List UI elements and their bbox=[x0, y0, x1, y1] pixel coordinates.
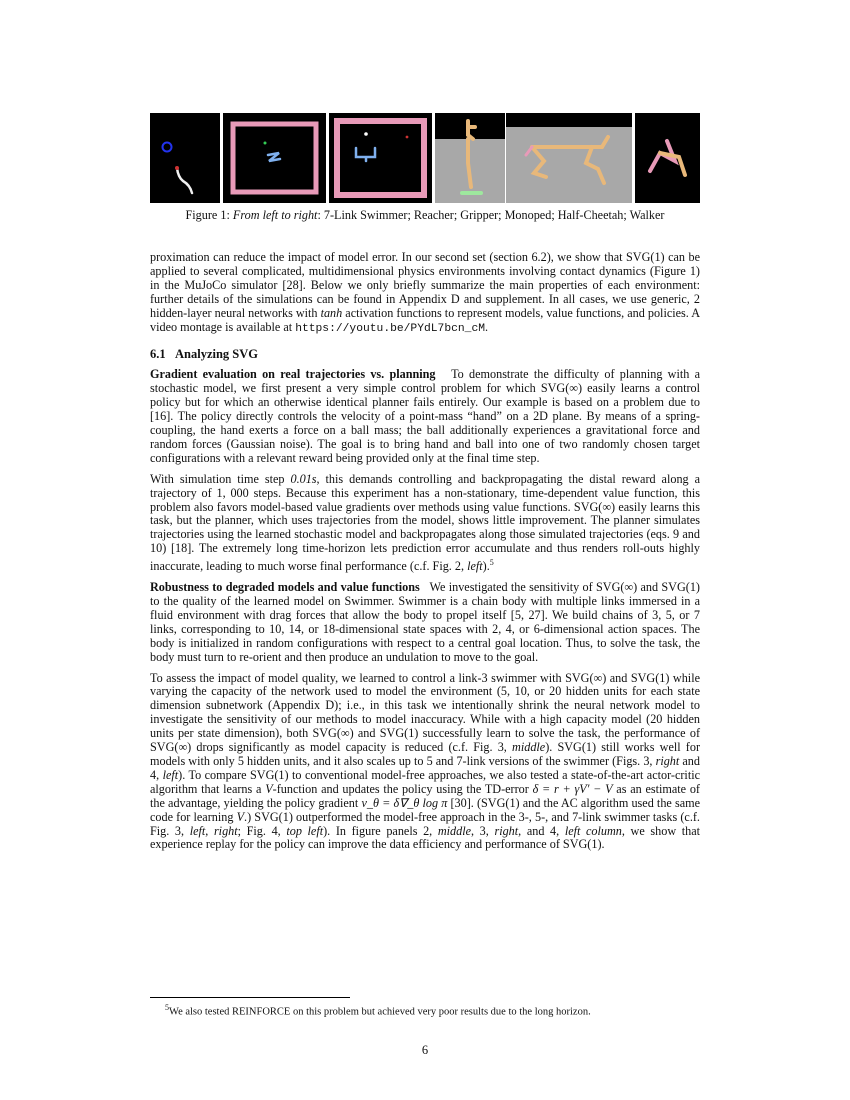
intro-b: activation functions to represent models, value functions, and policies. A video montage is available at bbox=[150, 305, 701, 334]
video-link[interactable]: https://youtu.be/PYdL7bcn_cM bbox=[295, 322, 486, 335]
footnote-ref[interactable]: 5 bbox=[489, 558, 494, 568]
footnote-mark: 5 bbox=[165, 1003, 169, 1012]
runin-heading: Gradient evaluation on real trajectories vs. planning bbox=[150, 367, 436, 382]
footnote-text: We also tested REINFORCE on this problem but achieved very poor results due to the long horizon. bbox=[169, 1006, 591, 1018]
figure-1 bbox=[150, 113, 700, 203]
caption-italic: From left to right bbox=[232, 208, 318, 222]
p4-i8: right bbox=[494, 823, 519, 838]
caption-rest: : 7-Link Swimmer; Reacher; Gripper; Monoped; Half-Cheetah; Walker bbox=[317, 208, 665, 222]
p4-i9: left column bbox=[564, 823, 622, 838]
footnote-rule bbox=[150, 997, 350, 998]
intro-c: . bbox=[485, 319, 489, 334]
p2-dt: 0.01s bbox=[290, 471, 317, 486]
p4-k: ). In figure panels 2, bbox=[323, 823, 438, 838]
paragraph-robustness bbox=[150, 581, 700, 664]
p4-i3: left bbox=[162, 767, 179, 782]
p4-i2: right bbox=[655, 753, 680, 768]
p4-i6: top left bbox=[286, 823, 324, 838]
body-text bbox=[150, 251, 700, 859]
section-title: Analyzing SVG bbox=[175, 347, 259, 362]
para3-text: We investigated the sensitivity of SVG(∞) and SVG(1) to the quality of the learned model on Swimmer. Swimmer is a chain body with multiple links immersed in a fluid environment with drag forces that allow the body to propel itself [5, 27]. We build chains of 3, 5, or 7 links, corresponding to 10, 14, or 18-dimensional state spaces with 2, 4, or 6-dimensional action spaces. The body is initialized in random configurations with respect to a central goal location. Thus, to solve the task, the body must turn to re-orient and then produce an undulation to move to the goal. bbox=[150, 580, 700, 664]
p4-td: δ = r + γV′ − V bbox=[532, 781, 613, 796]
p4-c: and 4, bbox=[150, 753, 700, 782]
footnote bbox=[165, 1001, 700, 1019]
panel-swimmer bbox=[150, 113, 220, 203]
p4-v1: V bbox=[265, 781, 273, 796]
figure-caption bbox=[150, 207, 700, 223]
p4-a: To assess the impact of model quality, we learned to control a link-3 swimmer with SVG(∞) and SVG(1) while varying the capacity of the network used to model the environment (5, 10, or 20 hidden units for each state dimension subnetwork (Appendix D); i.e., in this task we intentionally shrink the neural network model to investigate the sensitivity of our methods to model inaccuracy. While with a high capacity model (20 hidden units per state dimension), both SVG(∞) and SVG(1) successfully learn to solve the task, the performance of SVG(∞) drops significantly as model capacity is reduced (c.f. Fig. 3, bbox=[150, 670, 700, 755]
p4-e: -function and updates the policy using the TD-error bbox=[272, 781, 533, 796]
section-number: 6.1 bbox=[150, 347, 166, 362]
p4-grad: v_θ = δ∇_θ log π bbox=[361, 795, 448, 810]
p2-a: With simulation time step bbox=[150, 471, 291, 486]
p4-v2: V bbox=[236, 809, 245, 824]
p4-i5: right bbox=[213, 823, 238, 838]
panel-gripper bbox=[329, 113, 432, 203]
p2-c: steps. Because this experiment has a non-stationary, time-dependent value function, this problem also favors model-based value gradients over methods using value functions. SVG(∞) easily learns this task, but the planner, which uses trajectories from the model, shows little improvement. The planner simulates trajectories using the learned stochastic model and backpropagates along those simulated trajectories (eqs. 9 and 10) [18]. The extremely long time-horizon lets prediction error accumulate and thus renders roll-outs highly inaccurate, leading to much worse final performance (c.f. Fig. 2, bbox=[150, 485, 701, 574]
intro-a: proximation can reduce the impact of model error. In our second set (section 6.2), we show that SVG(1) can be applied to several complicated, multidimensional physics environments involving contact dynamics (Figure 1) in the MuJoCo simulator [28]. Below we only briefly summarize the main properties of each environment: further details of the simulations can be found in Appendix D and supplement. In all cases, we use generic, 2 hidden-layer neural networks with bbox=[150, 250, 700, 320]
p4-d: ). To compare SVG(1) to conventional model-free approaches, we also tested a state-of-the-art actor-critic algorithm that learns a bbox=[150, 767, 700, 796]
panel-reacher bbox=[223, 113, 326, 203]
intro-tanh: tanh bbox=[320, 305, 343, 320]
p4-l: , 3, bbox=[471, 823, 495, 838]
p2-left: left bbox=[467, 559, 483, 574]
p4-f: as an estimate of the advantage, yielding the policy gradient bbox=[150, 781, 700, 810]
intro-paragraph bbox=[150, 251, 700, 336]
paragraph-gradient-evaluation bbox=[150, 368, 700, 465]
panel-walker bbox=[635, 113, 700, 203]
para1-text: To demonstrate the difficulty of planning with a stochastic model, we first present a very simple control problem for which SVG(∞) easily learns a control policy but for which an otherwise identical planner fails entirely. Our example is based on a problem due to [16]. The policy directly controls the velocity of a point-mass “hand” on a 2D plane. By means of a spring-coupling, the hand exerts a force on a ball mass; the ball additionally experiences a gravitational force and random forces (Gaussian noise). The goal is to bring hand and ball into one of two randomly chosen target configurations with a relevant reward being provided only at the final time step. bbox=[150, 367, 700, 465]
p4-b: ). SVG(1) still works well for models with only 5 hidden units, and it also scales up to 5 and 7-link versions of the swimmer (Figs. 3, bbox=[150, 740, 701, 768]
runin-heading: Robustness to degraded models and value functions bbox=[150, 580, 420, 595]
panel-half-cheetah bbox=[506, 113, 632, 203]
p2-steps: 1, 000 bbox=[216, 485, 249, 500]
paragraph-model-quality bbox=[150, 672, 700, 853]
p4-g: [30]. (SVG(1) and the AC algorithm used the same code for learning bbox=[150, 795, 701, 824]
p2-d: ). bbox=[482, 559, 490, 574]
p2-b: , this demands controlling and backpropagating the distal reward along a trajectory of bbox=[150, 471, 700, 500]
panel-monoped bbox=[435, 113, 505, 203]
p4-i7: middle bbox=[437, 823, 472, 838]
section-heading bbox=[150, 348, 700, 362]
p4-n: , we show that experience replay for the policy can improve the data efficiency and performance of SVG(1). bbox=[150, 823, 701, 852]
p4-h: .) SVG(1) outperformed the model-free approach in the 3-, 5-, and 7-link swimmer tasks (c.f. Fig. 3, bbox=[150, 809, 700, 838]
p4-m: , and 4, bbox=[518, 823, 565, 838]
caption-label: Figure 1: bbox=[185, 208, 233, 222]
p4-j: ; Fig. 4, bbox=[237, 823, 287, 838]
page-number: 6 bbox=[421, 1043, 429, 1057]
p4-i1: middle bbox=[512, 740, 546, 755]
paragraph-simulation bbox=[150, 473, 700, 574]
p4-i: , bbox=[205, 823, 214, 838]
p4-i4: left bbox=[189, 823, 206, 838]
